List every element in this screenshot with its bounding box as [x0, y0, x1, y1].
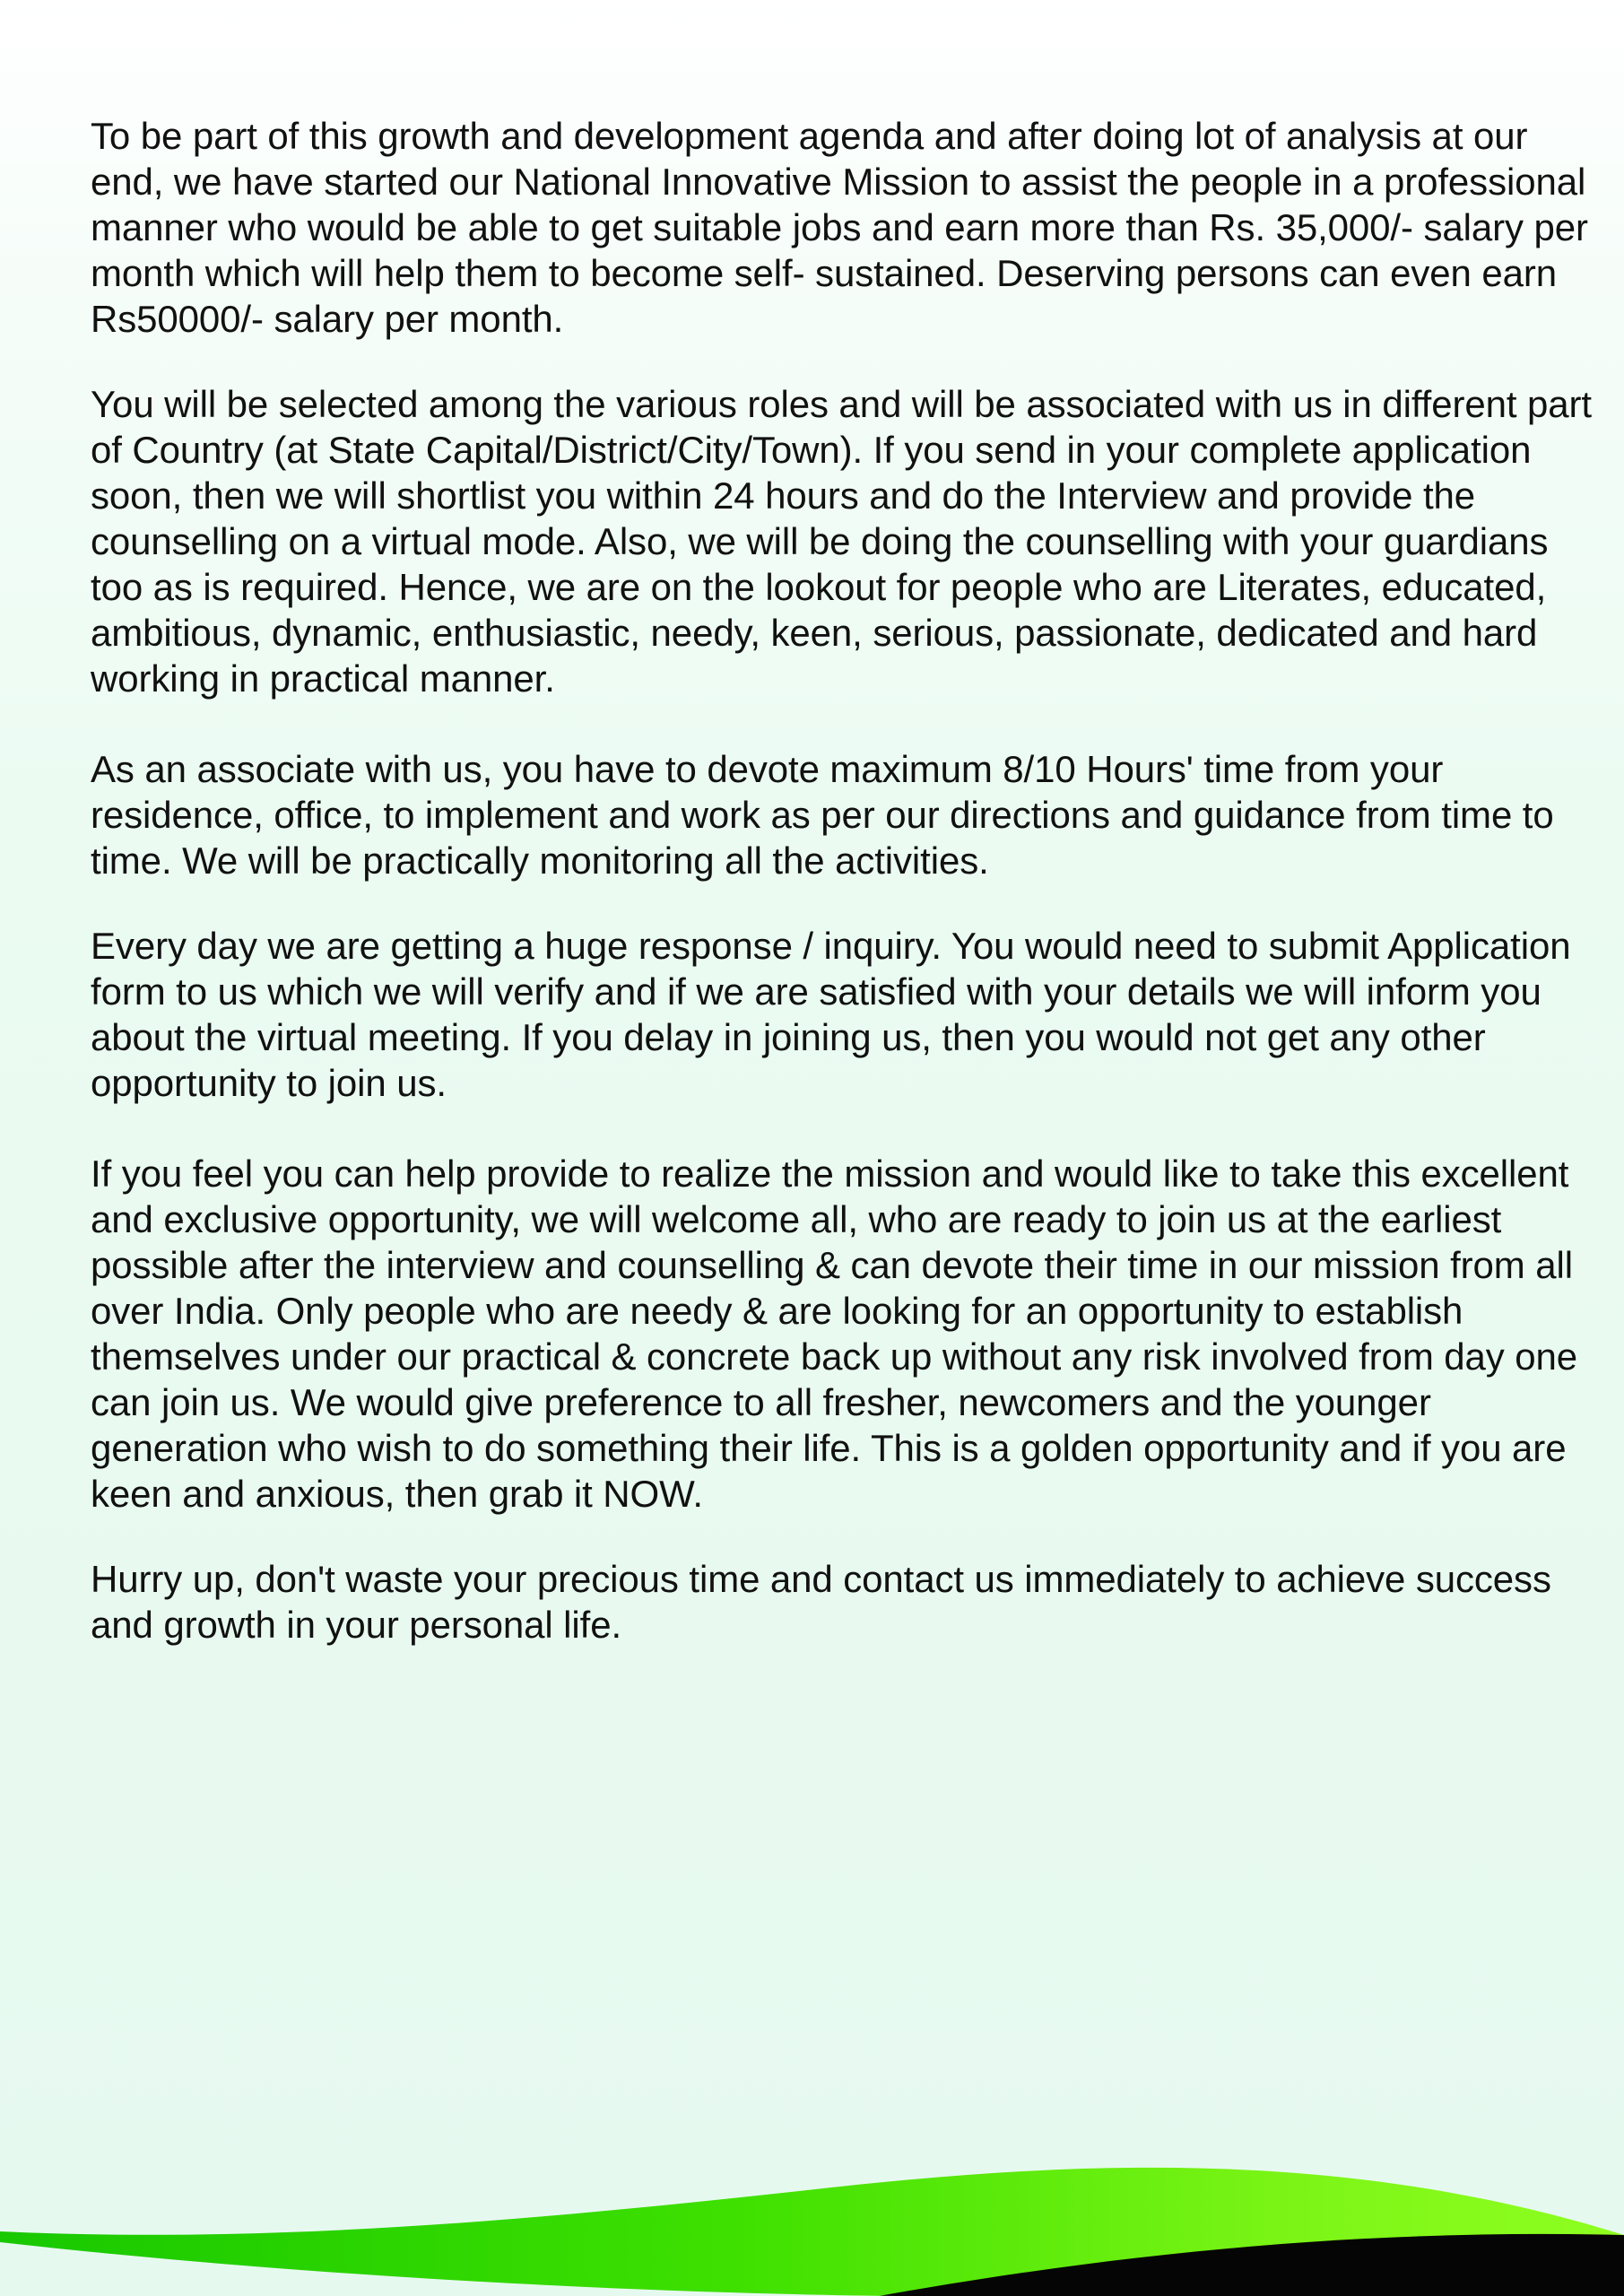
paragraph-hurry: Hurry up, don't waste your precious time and contact us immediately to achieve success and growth in your personal life.: [91, 1558, 1551, 1646]
paragraph-mission: To be part of this growth and development agenda and after doing lot of analysis at our end, we have started our National Innovative Mission to assist the people in a professional manner who would be able to get suitable jobs and earn more than Rs. 35,000/- salary per month which will help them to become self- sustained. Deserving persons can even earn Rs50000/- salary per month.: [91, 115, 1588, 340]
paragraph-opportunity: If you feel you can help provide to realize the mission and would like to take this excellent and exclusive opportunity, we will welcome all, who are ready to join us at the earliest possible after the interview and counselling & can devote their time in our mission from all over India. Only people who are needy & are looking for an opportunity to establish themselves under our practical & concrete back up without any risk involved from day one can join us. We would give preference to all fresher, newcomers and the younger generation who wish to do something their life. This is a golden opportunity and if you are keen and anxious, then grab it NOW.: [91, 1152, 1578, 1515]
paragraph-associate: As an associate with us, you have to devote maximum 8/10 Hours' time from your residence, office, to implement and work as per our directions and guidance from time to time. We will be practically monitoring all the activities.: [91, 748, 1554, 882]
paragraph-response: Every day we are getting a huge response / inquiry. You would need to submit Application form to us which we will verify and if we are satisfied with your details we will inform you about the virtual meeting. If you delay in joining us, then you would not get any other opportunity to join us.: [91, 925, 1571, 1104]
paragraph-selection: You will be selected among the various roles and will be associated with us in different part of Country (at State Capital/District/City/Town). If you send in your complete application soon, then we will shortlist you within 24 hours and do the Interview and provide the counselling on a virtual mode. Also, we will be doing the counselling with your guardians too as is required. Hence, we are on the lookout for people who are Literates, educated, ambitious, dynamic, enthusiastic, needy, keen, serious, passionate, dedicated and hard working in practical manner.: [91, 383, 1593, 700]
decorative-wave-footer: [0, 2135, 1624, 2296]
document-body: [91, 113, 1606, 1692]
